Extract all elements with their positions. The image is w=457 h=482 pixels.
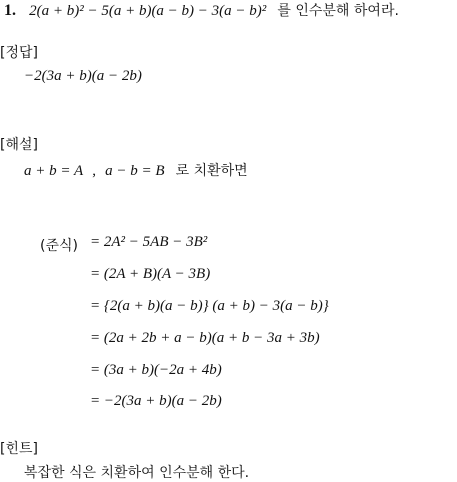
substitution-separator: , <box>92 163 96 179</box>
substitution-tail: 로 치환하면 <box>175 163 248 179</box>
answer-text: −2(3a + b)(a − 2b) <box>24 68 142 84</box>
substitution-line <box>24 160 248 180</box>
problem-number: 1. <box>4 2 16 19</box>
derivation-label: (준식) <box>40 238 78 254</box>
derivation-step: = (2a + 2b + a − b)(a + b − 3a + 3b) <box>90 330 320 346</box>
problem-line <box>4 0 399 20</box>
derivation-step: = 2A² − 5AB − 3B² <box>90 234 208 250</box>
explanation-heading: [해설] <box>0 137 38 153</box>
answer-heading: [정답] <box>0 45 38 61</box>
problem-instruction: 를 인수분해 하여라. <box>277 3 399 19</box>
substitution-a: a + b = A <box>24 163 84 179</box>
hint-heading: [힌트] <box>0 441 38 457</box>
derivation-step: = −2(3a + b)(a − 2b) <box>90 393 222 409</box>
substitution-b: a − b = B <box>105 163 165 179</box>
problem-expression: 2(a + b)² − 5(a + b)(a − b) − 3(a − b)² <box>29 3 267 19</box>
hint-text: 복잡한 식은 치환하여 인수분해 한다. <box>24 465 250 481</box>
derivation-step: = (2A + B)(A − 3B) <box>90 266 211 282</box>
derivation-step: = {2(a + b)(a − b)} (a + b) − 3(a − b)} <box>90 298 329 314</box>
derivation-step: = (3a + b)(−2a + 4b) <box>90 362 222 378</box>
